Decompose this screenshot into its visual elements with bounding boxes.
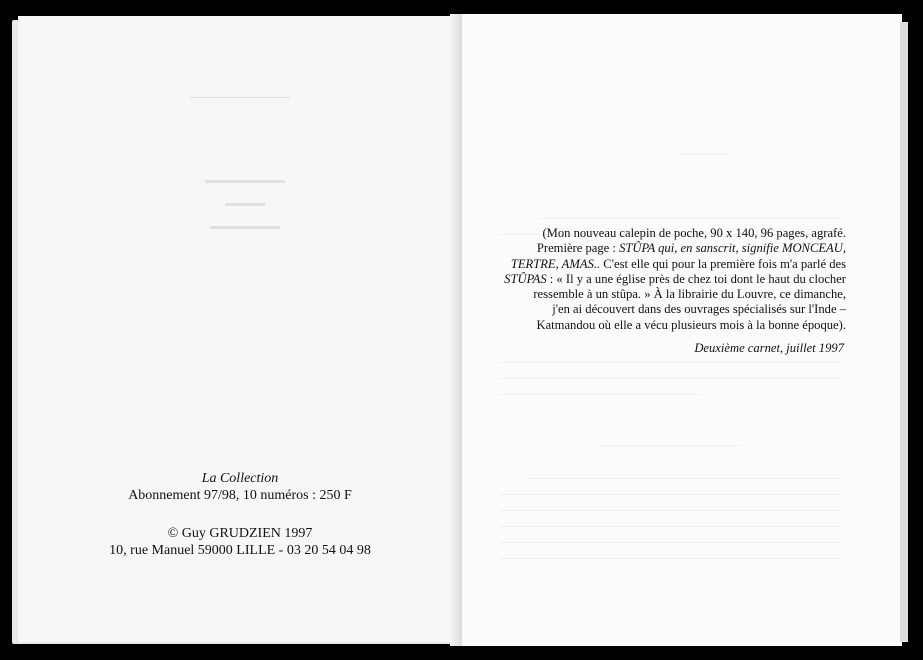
address-line: 10, rue Manuel 59000 LILLE - 03 20 54 04 98 bbox=[109, 543, 371, 558]
note-line: Katmandou où elle a vécu plusieurs mois à la bonne époque). bbox=[536, 317, 846, 332]
right-page-edge bbox=[900, 22, 908, 642]
note-signature: Deuxième carnet, juillet 1997 bbox=[694, 341, 844, 355]
show-through-line bbox=[530, 478, 840, 479]
show-through-line bbox=[500, 558, 840, 559]
note-italic: TERTRE, AMAS.. bbox=[510, 256, 601, 271]
note-line bbox=[488, 241, 846, 256]
note-text: C'est elle qui pour la première fois m'a parlé des bbox=[600, 256, 846, 271]
note-line bbox=[488, 257, 846, 272]
copyright-line: © Guy GRUDZIEN 1997 bbox=[167, 526, 313, 541]
note-line: ressemble à un stûpa. » À la librairie du Louvre, ce dimanche, bbox=[533, 287, 846, 302]
show-through-line bbox=[500, 362, 840, 363]
show-through-line bbox=[205, 180, 285, 183]
show-through-line bbox=[500, 394, 700, 395]
show-through-line bbox=[500, 378, 840, 379]
show-through-line bbox=[225, 203, 265, 206]
series-title: La Collection bbox=[201, 471, 279, 486]
show-through-line bbox=[210, 226, 280, 229]
note-text: Première page : bbox=[536, 241, 620, 256]
note-line: j'en ai découvert dans des ouvrages spécialisés sur l'Inde – bbox=[552, 302, 846, 317]
author-note bbox=[488, 226, 846, 333]
show-through-line bbox=[500, 494, 840, 495]
note-line bbox=[488, 272, 846, 287]
note-italic: STÛPAS bbox=[504, 271, 547, 286]
subscription-info: Abonnement 97/98, 10 numéros : 250 F bbox=[128, 488, 352, 503]
note-text: : « Il y a une église près de chez toi dont le haut du clocher bbox=[546, 271, 846, 286]
show-through-line bbox=[540, 218, 840, 219]
colophon bbox=[100, 470, 380, 559]
show-through-line bbox=[500, 542, 840, 543]
note-italic: STÛPA qui, en sanscrit, signifie MONCEAU, bbox=[619, 241, 846, 256]
note-line: (Mon nouveau calepin de poche, 90 x 140, 96 pages, agrafé. bbox=[542, 226, 846, 240]
show-through-line bbox=[500, 526, 840, 527]
show-through-line bbox=[190, 97, 290, 98]
show-through-line bbox=[600, 445, 740, 446]
show-through-line bbox=[680, 154, 730, 155]
show-through-line bbox=[500, 510, 840, 511]
